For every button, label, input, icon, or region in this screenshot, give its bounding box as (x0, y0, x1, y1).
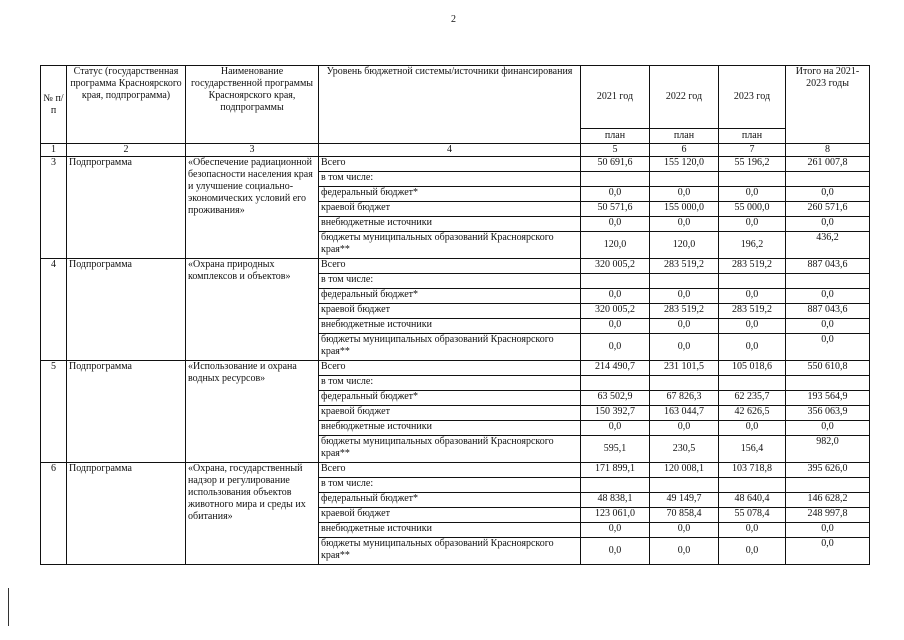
value-2021 (581, 172, 650, 187)
funding-source-label: бюджеты муниципальных образований Красноярского края** (319, 334, 581, 361)
value-total: 0,0 (786, 538, 870, 565)
value-2023: 105 018,6 (719, 361, 786, 376)
header-status: Статус (государственная программа Красноярского края, подпрограмма) (67, 66, 186, 144)
value-total: 356 063,9 (786, 406, 870, 421)
value-total (786, 376, 870, 391)
row-number: 4 (41, 259, 67, 361)
value-total: 0,0 (786, 187, 870, 202)
row-status: Подпрограмма (67, 157, 186, 259)
value-2023 (719, 172, 786, 187)
value-2022: 0,0 (650, 334, 719, 361)
value-total (786, 274, 870, 289)
value-total (786, 172, 870, 187)
value-2022: 155 120,0 (650, 157, 719, 172)
table-row (41, 259, 870, 274)
value-2023: 55 196,2 (719, 157, 786, 172)
value-total: 436,2 (786, 232, 870, 259)
value-2023: 62 235,7 (719, 391, 786, 406)
column-number: 3 (186, 144, 319, 157)
value-2022: 155 000,0 (650, 202, 719, 217)
value-total: 0,0 (786, 523, 870, 538)
value-2021: 214 490,7 (581, 361, 650, 376)
header-total: Итого на 2021-2023 годы (786, 66, 870, 144)
funding-source-label: внебюджетные источники (319, 217, 581, 232)
value-2022: 231 101,5 (650, 361, 719, 376)
value-total: 395 626,0 (786, 463, 870, 478)
value-2022: 49 149,7 (650, 493, 719, 508)
value-2021: 320 005,2 (581, 304, 650, 319)
value-2021: 0,0 (581, 523, 650, 538)
funding-source-label: в том числе: (319, 376, 581, 391)
budget-table (40, 65, 870, 565)
value-2022: 283 519,2 (650, 304, 719, 319)
value-2022: 0,0 (650, 217, 719, 232)
value-2023: 55 000,0 (719, 202, 786, 217)
row-number: 6 (41, 463, 67, 565)
row-number: 3 (41, 157, 67, 259)
funding-source-label: внебюджетные источники (319, 523, 581, 538)
value-2022: 230,5 (650, 436, 719, 463)
page-number: 2 (451, 14, 456, 25)
header-number: № п/п (41, 66, 67, 144)
header-2021: 2021 год (581, 66, 650, 129)
value-2022: 0,0 (650, 523, 719, 538)
value-2021: 50 571,6 (581, 202, 650, 217)
value-2021: 63 502,9 (581, 391, 650, 406)
row-status: Подпрограмма (67, 259, 186, 361)
value-2022: 0,0 (650, 538, 719, 565)
value-2023: 0,0 (719, 319, 786, 334)
value-2021 (581, 274, 650, 289)
value-2023: 156,4 (719, 436, 786, 463)
value-2022: 163 044,7 (650, 406, 719, 421)
row-number: 5 (41, 361, 67, 463)
funding-source-label: краевой бюджет (319, 406, 581, 421)
value-2023: 283 519,2 (719, 259, 786, 274)
column-numbers-row (41, 144, 870, 157)
funding-source-label: федеральный бюджет* (319, 187, 581, 202)
value-2021: 123 061,0 (581, 508, 650, 523)
value-2021 (581, 376, 650, 391)
scan-edge-mark (8, 588, 9, 626)
value-2023: 0,0 (719, 538, 786, 565)
value-total: 887 043,6 (786, 304, 870, 319)
funding-source-label: краевой бюджет (319, 202, 581, 217)
funding-source-label: в том числе: (319, 274, 581, 289)
header-budget-level: Уровень бюджетной системы/источники финансирования (319, 66, 581, 144)
value-2022: 67 826,3 (650, 391, 719, 406)
value-2022 (650, 172, 719, 187)
funding-source-label: в том числе: (319, 172, 581, 187)
value-total: 0,0 (786, 421, 870, 436)
table-row (41, 361, 870, 376)
funding-source-label: Всего (319, 157, 581, 172)
value-2021: 0,0 (581, 217, 650, 232)
value-2021: 0,0 (581, 421, 650, 436)
row-name: «Использование и охрана водных ресурсов» (186, 361, 319, 463)
funding-source-label: федеральный бюджет* (319, 391, 581, 406)
value-2021: 120,0 (581, 232, 650, 259)
value-2022 (650, 274, 719, 289)
value-2023: 55 078,4 (719, 508, 786, 523)
row-status: Подпрограмма (67, 463, 186, 565)
value-2021: 320 005,2 (581, 259, 650, 274)
value-total: 0,0 (786, 334, 870, 361)
value-2022 (650, 478, 719, 493)
value-2022: 0,0 (650, 421, 719, 436)
value-2021 (581, 478, 650, 493)
value-2021: 0,0 (581, 334, 650, 361)
value-2023: 0,0 (719, 523, 786, 538)
value-2023: 0,0 (719, 334, 786, 361)
value-2021: 171 899,1 (581, 463, 650, 478)
column-number: 2 (67, 144, 186, 157)
value-2023: 0,0 (719, 187, 786, 202)
funding-source-label: Всего (319, 463, 581, 478)
value-2022: 283 519,2 (650, 259, 719, 274)
value-2022: 0,0 (650, 289, 719, 304)
value-2021: 0,0 (581, 289, 650, 304)
value-total (786, 478, 870, 493)
header-2022: 2022 год (650, 66, 719, 129)
value-total: 550 610,8 (786, 361, 870, 376)
value-2023: 283 519,2 (719, 304, 786, 319)
value-total: 0,0 (786, 217, 870, 232)
value-2021: 0,0 (581, 538, 650, 565)
funding-source-label: федеральный бюджет* (319, 289, 581, 304)
row-name: «Охрана природных комплексов и объектов» (186, 259, 319, 361)
funding-source-label: Всего (319, 361, 581, 376)
header-2023: 2023 год (719, 66, 786, 129)
table-row (41, 463, 870, 478)
funding-source-label: в том числе: (319, 478, 581, 493)
value-total: 0,0 (786, 289, 870, 304)
header-plan-2023: план (719, 129, 786, 144)
value-2022 (650, 376, 719, 391)
header-name: Наименование государственной программы Красноярского края, подпрограммы (186, 66, 319, 144)
value-2022: 120,0 (650, 232, 719, 259)
value-2022: 0,0 (650, 319, 719, 334)
value-2023 (719, 274, 786, 289)
row-name: «Обеспечение радиационной безопасности населения края и улучшение социально-экономических условий его проживания» (186, 157, 319, 259)
value-total: 260 571,6 (786, 202, 870, 217)
funding-source-label: федеральный бюджет* (319, 493, 581, 508)
value-2023: 42 626,5 (719, 406, 786, 421)
value-2021: 595,1 (581, 436, 650, 463)
value-2023 (719, 376, 786, 391)
funding-source-label: Всего (319, 259, 581, 274)
value-2021: 50 691,6 (581, 157, 650, 172)
column-number: 7 (719, 144, 786, 157)
column-number: 5 (581, 144, 650, 157)
value-2023: 0,0 (719, 421, 786, 436)
value-total: 146 628,2 (786, 493, 870, 508)
value-total: 982,0 (786, 436, 870, 463)
table-row (41, 157, 870, 172)
funding-source-label: бюджеты муниципальных образований Красноярского края** (319, 232, 581, 259)
value-total: 887 043,6 (786, 259, 870, 274)
column-number: 6 (650, 144, 719, 157)
row-status: Подпрограмма (67, 361, 186, 463)
value-2022: 0,0 (650, 187, 719, 202)
value-2021: 0,0 (581, 187, 650, 202)
column-number: 8 (786, 144, 870, 157)
column-number: 4 (319, 144, 581, 157)
funding-source-label: бюджеты муниципальных образований Красноярского края** (319, 436, 581, 463)
funding-source-label: внебюджетные источники (319, 319, 581, 334)
value-2021: 0,0 (581, 319, 650, 334)
value-total: 0,0 (786, 319, 870, 334)
value-2021: 48 838,1 (581, 493, 650, 508)
value-total: 261 007,8 (786, 157, 870, 172)
value-2023: 196,2 (719, 232, 786, 259)
value-2023: 103 718,8 (719, 463, 786, 478)
value-total: 248 997,8 (786, 508, 870, 523)
value-2023: 0,0 (719, 289, 786, 304)
row-name: «Охрана, государственный надзор и регулирование использования объектов животного мира и среды их обитания» (186, 463, 319, 565)
value-2023: 0,0 (719, 217, 786, 232)
value-2022: 120 008,1 (650, 463, 719, 478)
value-2023 (719, 478, 786, 493)
funding-source-label: бюджеты муниципальных образований Красноярского края** (319, 538, 581, 565)
funding-source-label: краевой бюджет (319, 508, 581, 523)
value-2021: 150 392,7 (581, 406, 650, 421)
header-plan-2022: план (650, 129, 719, 144)
funding-source-label: краевой бюджет (319, 304, 581, 319)
funding-source-label: внебюджетные источники (319, 421, 581, 436)
value-total: 193 564,9 (786, 391, 870, 406)
header-plan-2021: план (581, 129, 650, 144)
table-body (41, 157, 870, 565)
value-2022: 70 858,4 (650, 508, 719, 523)
column-number: 1 (41, 144, 67, 157)
value-2023: 48 640,4 (719, 493, 786, 508)
